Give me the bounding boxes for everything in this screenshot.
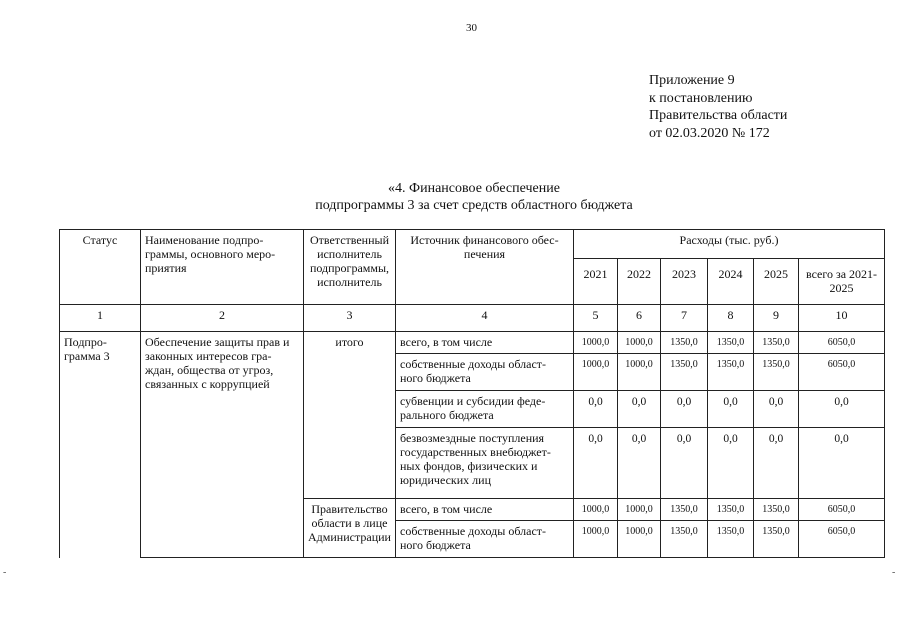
- column-number: 6: [618, 305, 661, 332]
- header-row: [60, 230, 885, 259]
- appendix-block: [649, 72, 787, 142]
- value-cell: 0,0: [618, 391, 661, 428]
- appendix-line: к постановлению: [649, 90, 753, 106]
- value-cell: 6050,0: [799, 332, 885, 354]
- value-cell: 1350,0: [708, 354, 754, 391]
- column-number: 8: [708, 305, 754, 332]
- appendix-line: Приложение 9: [649, 73, 735, 88]
- heading-line-2: подпрограммы 3 за счет средств областного бюджета: [315, 198, 633, 213]
- header-total: всего за 2021-2025: [799, 259, 885, 305]
- column-number: 3: [304, 305, 396, 332]
- value-cell: 1000,0: [618, 354, 661, 391]
- column-number: 1: [60, 305, 141, 332]
- value-cell: 1350,0: [708, 499, 754, 521]
- page-number: 30: [466, 22, 477, 34]
- value-cell: 0,0: [574, 428, 618, 499]
- value-cell: 0,0: [754, 391, 799, 428]
- value-cell: 1350,0: [661, 332, 708, 354]
- value-cell: 0,0: [799, 391, 885, 428]
- header-year: 2021: [574, 259, 618, 305]
- value-cell: 0,0: [799, 428, 885, 499]
- column-number: 10: [799, 305, 885, 332]
- header-year: 2023: [661, 259, 708, 305]
- responsible-cell: итого: [304, 332, 396, 499]
- value-cell: 6050,0: [799, 354, 885, 391]
- value-cell: 1350,0: [661, 521, 708, 558]
- appendix-line: от 02.03.2020 № 172: [649, 125, 770, 141]
- header-responsible: Ответственный исполнитель подпрограммы, исполнитель: [304, 230, 396, 305]
- heading-line-1: «4. Финансовое обеспечение: [388, 181, 560, 196]
- status-cell: Подпро-грамма 3: [60, 332, 141, 558]
- header-expenses: Расходы (тыс. руб.): [574, 230, 885, 259]
- value-cell: 1000,0: [574, 499, 618, 521]
- appendix-line: Правительства области: [649, 108, 788, 123]
- value-cell: 1000,0: [574, 521, 618, 558]
- program-name-cell: Обеспечение защиты прав и законных интересов гра-ждан, общества от угроз, связанных с коррупцией: [141, 332, 304, 558]
- scan-mark-right: -: [892, 567, 896, 578]
- responsible-cell: Правительство области в лице Администрации: [304, 499, 396, 558]
- source-cell: всего, в том числе: [396, 499, 574, 521]
- header-year: 2022: [618, 259, 661, 305]
- column-number: 2: [141, 305, 304, 332]
- value-cell: 1350,0: [661, 499, 708, 521]
- value-cell: 1000,0: [618, 332, 661, 354]
- value-cell: 6050,0: [799, 521, 885, 558]
- source-cell: безвозмездные поступления государственных внебюджет-ных фондов, физических и юридических лиц: [396, 428, 574, 499]
- header-name: Наименование подпро-граммы, основного меро-приятия: [141, 230, 304, 305]
- value-cell: 0,0: [661, 391, 708, 428]
- header-source: Источник финансового обес-печения: [396, 230, 574, 305]
- source-cell: всего, в том числе: [396, 332, 574, 354]
- value-cell: 1000,0: [618, 521, 661, 558]
- scan-mark-left: -: [3, 567, 7, 578]
- value-cell: 6050,0: [799, 499, 885, 521]
- header-year: 2024: [708, 259, 754, 305]
- column-number: 7: [661, 305, 708, 332]
- value-cell: 0,0: [708, 428, 754, 499]
- header-status: Статус: [60, 230, 141, 305]
- source-cell: собственные доходы област-ного бюджета: [396, 521, 574, 558]
- value-cell: 0,0: [754, 428, 799, 499]
- source-cell: собственные доходы област-ного бюджета: [396, 354, 574, 391]
- value-cell: 0,0: [574, 391, 618, 428]
- value-cell: 1350,0: [754, 499, 799, 521]
- value-cell: 0,0: [618, 428, 661, 499]
- value-cell: 0,0: [661, 428, 708, 499]
- value-cell: 1350,0: [754, 521, 799, 558]
- table-row: [60, 332, 885, 354]
- value-cell: 1350,0: [708, 521, 754, 558]
- value-cell: 0,0: [708, 391, 754, 428]
- value-cell: 1000,0: [574, 332, 618, 354]
- finance-table: [59, 229, 885, 558]
- column-number: 5: [574, 305, 618, 332]
- column-number: 9: [754, 305, 799, 332]
- value-cell: 1350,0: [661, 354, 708, 391]
- column-number-row: [60, 305, 885, 332]
- value-cell: 1350,0: [754, 332, 799, 354]
- section-heading: [0, 180, 905, 214]
- value-cell: 1350,0: [708, 332, 754, 354]
- value-cell: 1350,0: [754, 354, 799, 391]
- header-year: 2025: [754, 259, 799, 305]
- column-number: 4: [396, 305, 574, 332]
- source-cell: субвенции и субсидии феде-рального бюджета: [396, 391, 574, 428]
- value-cell: 1000,0: [574, 354, 618, 391]
- value-cell: 1000,0: [618, 499, 661, 521]
